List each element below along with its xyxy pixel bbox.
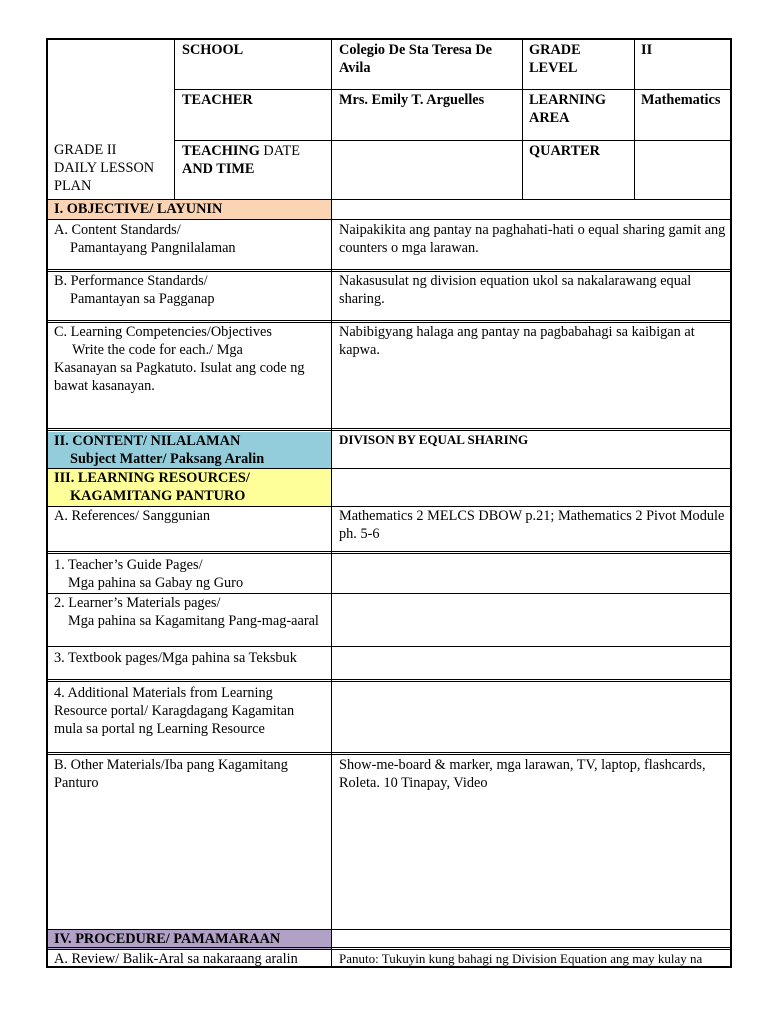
- learners-materials-label: [48, 593, 331, 647]
- competencies-line: Kasanayan sa Pagkatuto. Isulat ang code ng bawat kasanayan.: [54, 360, 305, 394]
- divider: [48, 947, 730, 950]
- divider: [331, 40, 332, 966]
- section-objective: I. OBJECTIVE/ LAYUNIN: [48, 200, 331, 219]
- section-resources: [48, 469, 331, 506]
- divider: [48, 551, 730, 554]
- content-standards-line: Pamantayang Pangnilalaman: [70, 240, 236, 256]
- review-label: A. Review/ Balik-Aral sa nakaraang aralin: [54, 951, 298, 967]
- dlp-title-line: PLAN: [54, 178, 92, 194]
- teachers-guide-line: Mga pahina sa Gabay ng Guro: [68, 575, 244, 591]
- divider: [48, 219, 730, 220]
- dlp-title: [48, 140, 174, 200]
- divider: [48, 646, 730, 647]
- additional-materials-label: 4. Additional Materials from Learning Resource portal/ Karagdagang Kagamitan mula sa portal ng Learning Resource: [54, 685, 295, 737]
- divider: [48, 468, 730, 469]
- divider: [48, 199, 730, 200]
- teaching-date-value: [333, 141, 523, 199]
- textbook-label: 3. Textbook pages/Mga pahina sa Teksbuk: [54, 650, 297, 666]
- teachers-guide-label: [48, 555, 331, 593]
- teacher-value: Mrs. Emily T. Arguelles: [339, 92, 485, 108]
- divider: [48, 679, 730, 682]
- learners-materials-value: [333, 593, 732, 647]
- teacher-label: TEACHER: [182, 92, 253, 108]
- learners-materials-line: 2. Learner’s Materials pages/: [54, 595, 221, 611]
- performance-standards-value: Nakasusulat ng division equation ukol sa nakalarawang equal sharing.: [339, 273, 692, 307]
- dlp-title-line: GRADE II: [54, 142, 117, 158]
- competencies-line: C. Learning Competencies/Objectives: [54, 324, 272, 340]
- grade-level-label-line: GRADE: [529, 42, 581, 58]
- teachers-guide-value: [333, 555, 732, 593]
- quarter-label: QUARTER: [529, 143, 600, 159]
- content-value: DIVISON BY EQUAL SHARING: [339, 432, 529, 447]
- references-value: Mathematics 2 MELCS DBOW p.21; Mathematics 2 Pivot Module ph. 5-6: [339, 508, 725, 542]
- learning-area-label: [523, 90, 633, 140]
- divider: [175, 89, 730, 90]
- section-resources-line: III. LEARNING RESOURCES/: [54, 470, 250, 486]
- divider: [48, 428, 730, 431]
- divider: [634, 40, 635, 200]
- other-materials-label: B. Other Materials/Iba pang Kagamitang Panturo: [54, 757, 288, 791]
- resources-value: [333, 469, 732, 506]
- school-value-line: Colegio De Sta Teresa De: [339, 42, 493, 58]
- divider: [48, 593, 730, 594]
- divider: [48, 506, 730, 507]
- performance-standards-label: [48, 271, 331, 321]
- grade-level-label-line: LEVEL: [529, 60, 578, 76]
- school-value: [333, 40, 523, 90]
- references-label: A. References/ Sanggunian: [54, 508, 211, 524]
- school-label: SCHOOL: [182, 42, 244, 58]
- teaching-date-bold: TEACHING: [182, 143, 260, 159]
- learning-area-label-line: AREA: [529, 110, 570, 126]
- competencies-label: [48, 322, 331, 430]
- section-procedure: IV. PROCEDURE/ PAMAMARAAN: [48, 930, 331, 949]
- teaching-date-label-line2: AND TIME: [182, 161, 255, 177]
- teaching-date-label: [176, 141, 331, 199]
- divider: [48, 269, 730, 272]
- performance-standards-line: B. Performance Standards/: [54, 273, 208, 289]
- competencies-line: Write the code for each./ Mga: [72, 342, 243, 358]
- lesson-plan-table: [46, 38, 732, 968]
- school-value-line: Avila: [339, 60, 371, 76]
- section-content-line: II. CONTENT/ NILALAMAN: [54, 433, 241, 449]
- section-content: [48, 432, 331, 468]
- teaching-date-label-line: [182, 142, 325, 160]
- teachers-guide-line: 1. Teacher’s Guide Pages/: [54, 557, 203, 573]
- section-content-line: Subject Matter/ Paksang Aralin: [70, 451, 265, 467]
- divider: [522, 40, 523, 200]
- section-resources-line: KAGAMITANG PANTURO: [70, 488, 246, 504]
- dlp-title-line: DAILY LESSON: [54, 160, 155, 176]
- content-standards-value: Naipakikita ang pantay na paghahati-hati o equal sharing gamit ang counters o mga larawan.: [339, 222, 726, 256]
- divider: [48, 929, 730, 930]
- textbook-value: [333, 648, 732, 680]
- grade-level-label: [523, 40, 633, 90]
- divider: [175, 140, 730, 141]
- other-materials-value: Show-me-board & marker, mga larawan, TV, laptop, flashcards, Roleta. 10 Tinapay, Video: [339, 757, 706, 791]
- additional-materials-value: [333, 683, 732, 753]
- divider: [174, 40, 175, 200]
- content-standards-label: [48, 220, 331, 270]
- competencies-value: Nabibigyang halaga ang pantay na pagbabahagi sa kaibigan at kapwa.: [339, 324, 695, 358]
- divider: [48, 320, 730, 323]
- quarter-value: [635, 141, 732, 199]
- grade-level-value: II: [641, 42, 653, 58]
- learners-materials-line: Mga pahina sa Kagamitang Pang-mag-aaral: [68, 613, 319, 629]
- learning-area-value: Mathematics: [641, 92, 721, 108]
- learning-area-label-line: LEARNING: [529, 92, 607, 108]
- content-standards-line: A. Content Standards/: [54, 222, 181, 238]
- divider: [48, 752, 730, 755]
- teaching-date-normal: DATE: [259, 143, 300, 159]
- review-value: Panuto: Tukuyin kung bahagi ng Division Equation ang may kulay na: [339, 951, 703, 966]
- performance-standards-line: Pamantayan sa Pagganap: [70, 291, 215, 307]
